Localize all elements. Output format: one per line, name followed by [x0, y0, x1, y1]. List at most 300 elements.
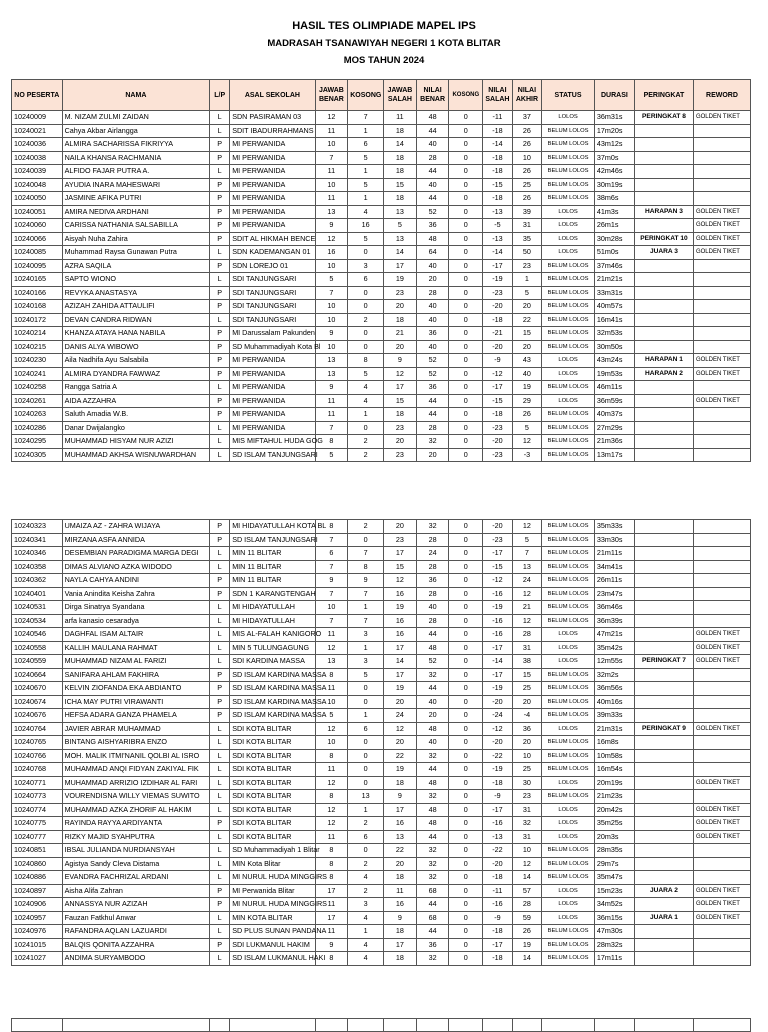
cell-reword — [693, 300, 750, 314]
cell-asal-sekolah: SDN KADEMANGAN 01 — [230, 246, 315, 260]
cell-nilai-benar: 28 — [416, 421, 449, 435]
cell-jawab-benar: 10 — [315, 138, 348, 152]
cell-jawab-benar: 10 — [315, 736, 348, 750]
table-row — [12, 124, 751, 138]
cell-nilai-salah: -20 — [483, 695, 513, 709]
cell-reword — [693, 286, 750, 300]
cell-jawab-benar: 8 — [315, 520, 348, 534]
cell-asal-sekolah: MIN 11 BLITAR — [230, 547, 315, 561]
cell-no-peserta: 10240774 — [12, 803, 63, 817]
table-row — [12, 749, 751, 763]
cell-status: LOLOS — [542, 655, 595, 669]
cell-lp: P — [210, 354, 230, 368]
cell-peringkat — [634, 178, 693, 192]
cell-no-peserta: 10240050 — [12, 192, 63, 206]
cell-nilai-salah: -9 — [483, 354, 513, 368]
cell-no-peserta: 10240066 — [12, 232, 63, 246]
cell-nilai-akhir: 1 — [512, 273, 542, 287]
cell-nilai-akhir: 22 — [512, 313, 542, 327]
cell-kosong-nilai: 0 — [449, 124, 483, 138]
header-nilai-salah: NILAI SALAH — [483, 80, 513, 111]
cell-jawab-salah: 14 — [384, 246, 417, 260]
cell-durasi: 26m11s — [594, 574, 634, 588]
cell-status: BELUM LOLOS — [542, 736, 595, 750]
cell-peringkat — [634, 300, 693, 314]
cell-lp: P — [210, 682, 230, 696]
cell-lp: P — [210, 300, 230, 314]
cell-asal-sekolah: MI PERWANIDA — [230, 219, 315, 233]
cell-jawab-salah: 23 — [384, 448, 417, 462]
cell-nilai-salah: -16 — [483, 898, 513, 912]
cell-asal-sekolah: SDI TANJUNGSARI — [230, 313, 315, 327]
cell-jawab-benar: 11 — [315, 830, 348, 844]
cell-nama: DAGHFAL ISAM ALTAIR — [62, 628, 210, 642]
cell-status: BELUM LOLOS — [542, 192, 595, 206]
cell-asal-sekolah: SD PLUS SUNAN PANDANA — [230, 925, 315, 939]
table-row — [12, 192, 751, 206]
cell-reword: GOLDEN TIKET — [693, 641, 750, 655]
cell-jawab-benar: 10 — [315, 178, 348, 192]
cell-peringkat — [634, 587, 693, 601]
cell-kosong-nilai: 0 — [449, 165, 483, 179]
cell-nilai-benar: 36 — [416, 574, 449, 588]
cell-reword — [693, 327, 750, 341]
cell-nama: Aila Nadhifa Ayu Salsabila — [62, 354, 210, 368]
cell-no-peserta: 10240346 — [12, 547, 63, 561]
cell-lp: L — [210, 857, 230, 871]
cell-durasi: 35m25s — [594, 817, 634, 831]
cell-durasi: 20m3s — [594, 830, 634, 844]
cell-jawab-benar: 13 — [315, 354, 348, 368]
cell-asal-sekolah: MI HIDAYATULLAH — [230, 614, 315, 628]
cell-status: BELUM LOLOS — [542, 668, 595, 682]
cell-kosong: 9 — [348, 574, 384, 588]
cell-jawab-salah: 20 — [384, 695, 417, 709]
cell-jawab-salah: 16 — [384, 628, 417, 642]
cell-nilai-salah: -21 — [483, 327, 513, 341]
cell-no-peserta: 10240773 — [12, 790, 63, 804]
cell-nilai-salah: -18 — [483, 408, 513, 422]
cell-nama: UMAIZA AZ - ZAHRA WIJAYA — [62, 520, 210, 534]
cell-kosong-nilai: 0 — [449, 560, 483, 574]
table-row — [12, 560, 751, 574]
cell-jawab-benar: 7 — [315, 286, 348, 300]
cell-reword — [693, 844, 750, 858]
cell-nilai-salah: -17 — [483, 547, 513, 561]
cell-no-peserta: 10240401 — [12, 587, 63, 601]
cell-peringkat: PERINGKAT 10 — [634, 232, 693, 246]
cell-durasi: 34m41s — [594, 560, 634, 574]
cell-status: LOLOS — [542, 776, 595, 790]
cell-durasi: 32m53s — [594, 327, 634, 341]
cell-jawab-benar: 12 — [315, 803, 348, 817]
cell-nilai-benar: 32 — [416, 857, 449, 871]
cell-peringkat: PERINGKAT 8 — [634, 111, 693, 125]
cell-reword: GOLDEN TIKET — [693, 830, 750, 844]
cell-jawab-salah: 15 — [384, 178, 417, 192]
cell-lp: L — [210, 790, 230, 804]
table-row — [12, 628, 751, 642]
cell-kosong: 6 — [348, 138, 384, 152]
cell-nilai-benar: 48 — [416, 803, 449, 817]
cell-nilai-salah: -23 — [483, 421, 513, 435]
cell-asal-sekolah: MI PERWANIDA — [230, 367, 315, 381]
cell-nilai-akhir: 14 — [512, 871, 542, 885]
cell-nilai-salah: -9 — [483, 790, 513, 804]
cell-durasi: 51m0s — [594, 246, 634, 260]
cell-jawab-benar: 11 — [315, 628, 348, 642]
cell-peringkat: HARAPAN 1 — [634, 354, 693, 368]
table-row — [12, 668, 751, 682]
cell-durasi: 37m0s — [594, 151, 634, 165]
cell-status: BELUM LOLOS — [542, 560, 595, 574]
cell-nilai-salah: -20 — [483, 736, 513, 750]
cell-asal-sekolah: SD Muhammadiyah Kota Bl — [230, 340, 315, 354]
cell-nilai-akhir: -4 — [512, 709, 542, 723]
cell-nilai-salah: -22 — [483, 749, 513, 763]
cell-lp: P — [210, 327, 230, 341]
cell-nilai-benar: 48 — [416, 817, 449, 831]
cell-nilai-akhir: 28 — [512, 628, 542, 642]
cell-durasi: 27m29s — [594, 421, 634, 435]
cell-jawab-benar: 9 — [315, 219, 348, 233]
cell-durasi: 43m12s — [594, 138, 634, 152]
cell-reword — [693, 682, 750, 696]
cell-kosong: 2 — [348, 884, 384, 898]
cell-kosong: 0 — [348, 776, 384, 790]
cell-durasi: 16m41s — [594, 313, 634, 327]
cell-nilai-benar: 44 — [416, 628, 449, 642]
cell-peringkat — [634, 286, 693, 300]
cell-lp: L — [210, 844, 230, 858]
cell-nilai-benar: 48 — [416, 641, 449, 655]
cell-reword — [693, 938, 750, 952]
cell-lp: L — [210, 749, 230, 763]
cell-reword — [693, 547, 750, 561]
cell-nilai-salah: -14 — [483, 138, 513, 152]
table-body — [12, 1019, 751, 1032]
cell-status: BELUM LOLOS — [542, 300, 595, 314]
cell-lp: P — [210, 394, 230, 408]
table-row — [12, 435, 751, 449]
cell-nilai-benar: 28 — [416, 614, 449, 628]
cell-jawab-salah: 22 — [384, 844, 417, 858]
cell-reword: GOLDEN TIKET — [693, 911, 750, 925]
cell-nilai-akhir: 31 — [512, 803, 542, 817]
cell-reword: GOLDEN TIKET — [693, 246, 750, 260]
cell-kosong-nilai: 0 — [449, 682, 483, 696]
cell-peringkat — [634, 421, 693, 435]
header-kosong: KOSONG — [348, 80, 384, 111]
cell-peringkat — [634, 520, 693, 534]
cell-nilai-akhir: 35 — [512, 232, 542, 246]
cell-status: LOLOS — [542, 722, 595, 736]
cell-asal-sekolah: SD Muhammadiyah 1 Blitar — [230, 844, 315, 858]
cell-no-peserta: 10240897 — [12, 884, 63, 898]
cell-status: LOLOS — [542, 354, 595, 368]
cell-kosong-nilai: 0 — [449, 844, 483, 858]
table-row — [12, 520, 751, 534]
table-row — [12, 736, 751, 750]
cell-nilai-akhir: 25 — [512, 763, 542, 777]
cell-nilai-akhir: 23 — [512, 259, 542, 273]
cell-peringkat — [634, 165, 693, 179]
cell-nilai-akhir: 36 — [512, 722, 542, 736]
cell-kosong-nilai: 0 — [449, 192, 483, 206]
cell-nilai-akhir: 5 — [512, 286, 542, 300]
cell-lp: P — [210, 178, 230, 192]
cell-jawab-benar: 12 — [315, 232, 348, 246]
cell-no-peserta: 10240166 — [12, 286, 63, 300]
cell-status: LOLOS — [542, 219, 595, 233]
cell-durasi: 47m21s — [594, 628, 634, 642]
cell-jawab-benar: 9 — [315, 938, 348, 952]
cell-status: BELUM LOLOS — [542, 286, 595, 300]
cell-kosong-nilai: 0 — [449, 668, 483, 682]
cell-jawab-salah: 18 — [384, 776, 417, 790]
cell-jawab-salah: 20 — [384, 340, 417, 354]
cell-reword — [693, 560, 750, 574]
cell-reword — [693, 925, 750, 939]
cell-nilai-benar: 44 — [416, 394, 449, 408]
cell-nilai-akhir: 15 — [512, 668, 542, 682]
cell-lp: P — [210, 587, 230, 601]
cell-durasi: 36m56s — [594, 682, 634, 696]
cell-nilai-akhir: 26 — [512, 138, 542, 152]
cell-nilai-akhir: 25 — [512, 178, 542, 192]
cell-durasi: 20m19s — [594, 776, 634, 790]
table-row — [12, 178, 751, 192]
cell-nilai-akhir: -3 — [512, 448, 542, 462]
cell-kosong-nilai: 0 — [449, 435, 483, 449]
cell-reword — [693, 614, 750, 628]
cell-kosong-nilai: 0 — [449, 327, 483, 341]
document-title: HASIL TES OLIMPIADE MAPEL IPS — [292, 20, 476, 32]
cell-kosong-nilai: 0 — [449, 219, 483, 233]
cell-reword — [693, 736, 750, 750]
cell-status: BELUM LOLOS — [542, 601, 595, 615]
cell-jawab-salah: 18 — [384, 192, 417, 206]
cell-status: LOLOS — [542, 830, 595, 844]
cell-kosong-nilai: 0 — [449, 273, 483, 287]
cell-no-peserta: 10240039 — [12, 165, 63, 179]
cell-jawab-salah: 12 — [384, 574, 417, 588]
cell-nilai-salah: -15 — [483, 394, 513, 408]
cell-jawab-salah: 12 — [384, 367, 417, 381]
cell-kosong-nilai: 0 — [449, 286, 483, 300]
cell-kosong-nilai: 0 — [449, 520, 483, 534]
table-row — [12, 151, 751, 165]
cell-nilai-akhir: 20 — [512, 736, 542, 750]
cell-nilai-akhir: 30 — [512, 776, 542, 790]
header-status: STATUS — [542, 80, 595, 111]
cell-kosong-nilai: 0 — [449, 151, 483, 165]
table-row — [12, 165, 751, 179]
cell-nilai-benar: 44 — [416, 165, 449, 179]
cell-nilai-salah: -23 — [483, 533, 513, 547]
cell-nilai-salah: -17 — [483, 381, 513, 395]
cell-nama: SANIFARA AHLAM FAKHIRA — [62, 668, 210, 682]
cell-asal-sekolah: SDN 1 KARANGTENGAH — [230, 587, 315, 601]
cell-peringkat: HARAPAN 2 — [634, 367, 693, 381]
cell-reword — [693, 587, 750, 601]
cell-nilai-salah: -16 — [483, 817, 513, 831]
cell-asal-sekolah: SDI TANJUNGSARI — [230, 286, 315, 300]
cell-nama: DESEMBIAN PARADIGMA MARGA DEGI — [62, 547, 210, 561]
cell-nilai-benar: 28 — [416, 587, 449, 601]
cell-no-peserta: 10240263 — [12, 408, 63, 422]
table-row — [12, 587, 751, 601]
cell-jawab-benar: 12 — [315, 722, 348, 736]
cell-peringkat — [634, 952, 693, 966]
cell-status: LOLOS — [542, 111, 595, 125]
cell-kosong-nilai: 0 — [449, 898, 483, 912]
cell-nilai-akhir: 20 — [512, 340, 542, 354]
cell-kosong-nilai: 0 — [449, 448, 483, 462]
cell-nama: RIZKY MAJID SYAHPUTRA — [62, 830, 210, 844]
cell-asal-sekolah: MIN 5 TULUNGAGUNG — [230, 641, 315, 655]
cell-nilai-akhir: 57 — [512, 884, 542, 898]
cell-peringkat: PERINGKAT 9 — [634, 722, 693, 736]
cell-no-peserta: 10240768 — [12, 763, 63, 777]
cell-lp: L — [210, 871, 230, 885]
cell-nilai-salah: -17 — [483, 259, 513, 273]
cell-reword — [693, 151, 750, 165]
cell-no-peserta: 10240048 — [12, 178, 63, 192]
cell-nilai-salah: -23 — [483, 286, 513, 300]
cell-kosong-nilai: 0 — [449, 178, 483, 192]
cell-nilai-salah: -11 — [483, 884, 513, 898]
cell-nama: ALFIDO FAJAR PUTRA A. — [62, 165, 210, 179]
cell-asal-sekolah: SDI KOTA BLITAR — [230, 763, 315, 777]
cell-reword — [693, 871, 750, 885]
cell-durasi: 39m33s — [594, 709, 634, 723]
cell-durasi: 28m35s — [594, 844, 634, 858]
cell-nilai-benar: 40 — [416, 601, 449, 615]
cell-peringkat — [634, 614, 693, 628]
cell-nilai-benar: 32 — [416, 790, 449, 804]
cell-reword — [693, 138, 750, 152]
cell-lp: P — [210, 138, 230, 152]
cell-nilai-benar: 52 — [416, 367, 449, 381]
cell-no-peserta: 10240305 — [12, 448, 63, 462]
cell-lp: L — [210, 803, 230, 817]
cell-kosong: 16 — [348, 219, 384, 233]
cell-nilai-akhir: 23 — [512, 790, 542, 804]
cell-peringkat — [634, 709, 693, 723]
cell-jawab-salah: 5 — [384, 219, 417, 233]
cell-jawab-benar: 12 — [315, 776, 348, 790]
cell-asal-sekolah: MI PERWANIDA — [230, 205, 315, 219]
cell-peringkat — [634, 259, 693, 273]
cell-no-peserta: 10240036 — [12, 138, 63, 152]
cell-nilai-akhir: 12 — [512, 857, 542, 871]
cell-kosong: 4 — [348, 381, 384, 395]
cell-kosong-nilai: 0 — [449, 313, 483, 327]
cell-asal-sekolah: MI PERWANIDA — [230, 192, 315, 206]
cell-nilai-salah: -18 — [483, 313, 513, 327]
cell-nilai-benar: 52 — [416, 655, 449, 669]
cell-jawab-salah: 21 — [384, 327, 417, 341]
cell-jawab-salah: 23 — [384, 421, 417, 435]
cell-peringkat: JUARA 1 — [634, 911, 693, 925]
cell-no-peserta: 10241015 — [12, 938, 63, 952]
cell-lp: L — [210, 736, 230, 750]
cell-no-peserta: 10240670 — [12, 682, 63, 696]
cell-jawab-salah: 19 — [384, 763, 417, 777]
cell-kosong: 5 — [348, 151, 384, 165]
cell-jawab-salah: 13 — [384, 205, 417, 219]
cell-durasi: 33m31s — [594, 286, 634, 300]
cell-kosong: 8 — [348, 560, 384, 574]
cell-nilai-salah: -12 — [483, 722, 513, 736]
cell-nilai-salah: -16 — [483, 628, 513, 642]
results-table-page-3 — [11, 1018, 751, 1032]
cell-nilai-benar: 52 — [416, 354, 449, 368]
cell-jawab-salah: 16 — [384, 587, 417, 601]
cell-jawab-salah: 17 — [384, 259, 417, 273]
cell-nilai-benar: 44 — [416, 408, 449, 422]
cell-nilai-salah: -22 — [483, 844, 513, 858]
cell-kosong: 6 — [348, 722, 384, 736]
cell-nama: MIRZANA ASFA ANNIDA — [62, 533, 210, 547]
table-row — [12, 871, 751, 885]
cell-lp: P — [210, 192, 230, 206]
cell-asal-sekolah: SDIT AL HIKMAH BENCE — [230, 232, 315, 246]
cell-nama: Agistya Sandy Cleva Distama — [62, 857, 210, 871]
cell-reword — [693, 520, 750, 534]
cell-nama: EVANDRA FACHRIZAL ARDANI — [62, 871, 210, 885]
cell-asal-sekolah: MI NURUL HUDA MINGGIRS — [230, 898, 315, 912]
cell-lp: P — [210, 151, 230, 165]
cell-reword — [693, 408, 750, 422]
cell-nilai-salah: -16 — [483, 587, 513, 601]
cell-nilai-salah: -18 — [483, 124, 513, 138]
cell-lp: L — [210, 165, 230, 179]
cell-kosong: 4 — [348, 938, 384, 952]
cell-kosong: 2 — [348, 817, 384, 831]
cell-peringkat — [634, 668, 693, 682]
cell-nama: JASMINE AFIKA PUTRI — [62, 192, 210, 206]
cell-kosong: 0 — [348, 300, 384, 314]
cell-nama: CARISSA NATHANIA SALSABILLA — [62, 219, 210, 233]
cell-nilai-akhir: 31 — [512, 641, 542, 655]
cell-no-peserta: 10240860 — [12, 857, 63, 871]
cell-lp: L — [210, 601, 230, 615]
cell-no-peserta: 10240976 — [12, 925, 63, 939]
cell-reword — [693, 124, 750, 138]
cell-jawab-benar: 9 — [315, 327, 348, 341]
cell-jawab-salah: 20 — [384, 300, 417, 314]
cell-asal-sekolah: SD ISLAM KARDINA MASSA — [230, 709, 315, 723]
table-row — [12, 421, 751, 435]
table-row — [12, 448, 751, 462]
cell-status: BELUM LOLOS — [542, 763, 595, 777]
header-asal-sekolah: ASAL SEKOLAH — [230, 80, 315, 111]
cell-nama: MUHAMMAD HISYAM NUR AZIZI — [62, 435, 210, 449]
cell-asal-sekolah: MIS MIFTAHUL HUDA GOG — [230, 435, 315, 449]
cell-jawab-salah: 23 — [384, 286, 417, 300]
cell-status: LOLOS — [542, 884, 595, 898]
cell-nilai-akhir: 12 — [512, 435, 542, 449]
cell-reword — [693, 340, 750, 354]
cell-nilai-akhir: 29 — [512, 394, 542, 408]
cell-jawab-salah: 23 — [384, 533, 417, 547]
cell-nilai-benar: 20 — [416, 709, 449, 723]
cell-jawab-benar: 12 — [315, 641, 348, 655]
cell-nilai-benar: 44 — [416, 682, 449, 696]
cell-nilai-akhir: 21 — [512, 601, 542, 615]
